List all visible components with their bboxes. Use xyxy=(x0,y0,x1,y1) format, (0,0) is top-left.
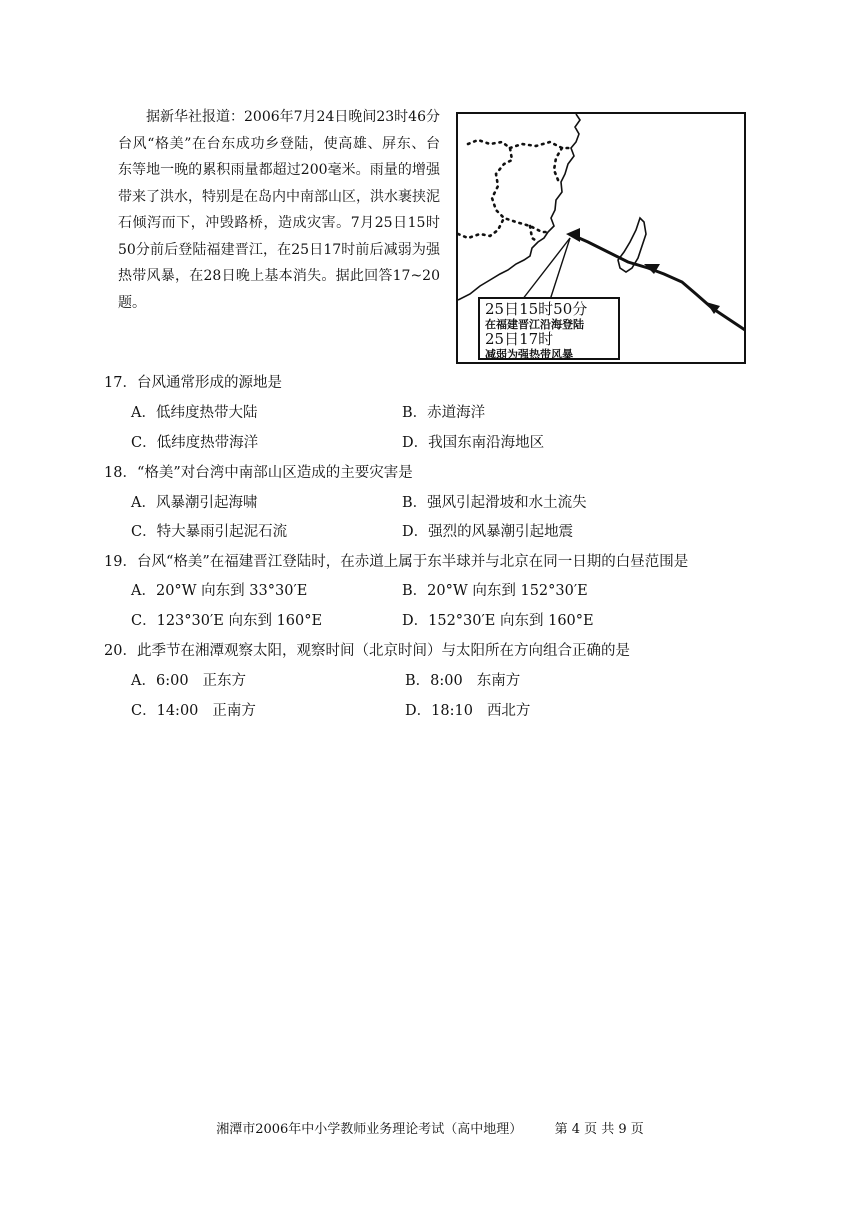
q18-option-d: D．强烈的风暴潮引起地震 xyxy=(402,524,574,540)
typhoon-track-map xyxy=(456,112,746,364)
q20-option-a xyxy=(131,671,246,691)
option-time: 14:00 xyxy=(156,703,199,719)
intro-text: 据新华社报道：2006年7月24日晚间23时46分台风“格美”在台东成功乡登陆，使高雄、屏东、台东等地一晚的累积雨量都超过200毫米。雨量的增强带来了洪水，特别是在岛内中南部山区，洪水裹挟泥石倾泻而下，冲毁路桥，造成灾害。7月25日15时50分前后登陆福建晋江，在25日17时前后减弱为强热带风暴，在28日晚上基本消失。据此回答17~20题。 xyxy=(118,109,440,311)
callout-landfall-time: 25日15时50分 xyxy=(485,300,588,318)
option-direction: 正南方 xyxy=(212,703,256,719)
question-19: 19．台风“格美”在福建晋江登陆时，在赤道上属于东半球并与北京在同一日期的白昼范围是 xyxy=(104,554,689,570)
q18-option-b: B．强风引起滑坡和水土流失 xyxy=(402,495,587,511)
question-18: 18．“格美”对台湾中南部山区造成的主要灾害是 xyxy=(104,465,413,481)
option-letter: B． xyxy=(405,673,431,689)
province-border xyxy=(554,148,562,182)
option-letter: D． xyxy=(405,703,432,719)
footer-exam-title: 湘潭市2006年中小学教师业务理论考试（高中地理） xyxy=(216,1122,523,1137)
q18-option-c: C．特大暴雨引起泥石流 xyxy=(131,524,288,540)
option-letter: A． xyxy=(131,673,156,689)
q17-option-b: B．赤道海洋 xyxy=(402,405,486,421)
option-direction: 正东方 xyxy=(202,673,247,689)
callout-weaken-desc: 减弱为强热带风暴 xyxy=(485,348,573,361)
q19-option-b: B．20°W 向东到 152°30′E xyxy=(402,583,588,599)
province-border xyxy=(468,140,548,232)
q17-option-d: D．我国东南沿海地区 xyxy=(402,435,545,451)
option-direction: 西北方 xyxy=(486,703,531,719)
province-border xyxy=(458,218,504,238)
callout-weaken-time: 25日17时 xyxy=(485,330,554,348)
q20-option-d xyxy=(405,701,530,721)
q18-option-a: A．风暴潮引起海啸 xyxy=(131,495,258,511)
option-time: 6:00 xyxy=(155,673,189,689)
q17-option-c: C．低纬度热带海洋 xyxy=(131,435,259,451)
intro-passage xyxy=(118,104,440,316)
option-time: 18:10 xyxy=(431,703,473,719)
landfall-callout xyxy=(478,297,620,360)
q19-option-d: D．152°30′E 向东到 160°E xyxy=(402,613,594,629)
callout-pointer xyxy=(550,238,570,300)
question-17: 17．台风通常形成的源地是 xyxy=(104,375,282,391)
option-direction: 东南方 xyxy=(476,673,521,689)
callout-pointer xyxy=(522,238,570,300)
callout-landfall-place: 在福建晋江沿海登陆 xyxy=(485,318,584,331)
q20-option-b xyxy=(405,671,520,691)
q17-option-a: A．低纬度热带大陆 xyxy=(131,405,258,421)
page-footer xyxy=(0,1118,860,1137)
q20-option-c xyxy=(131,701,256,721)
footer-page-number: 第 4 页 共 9 页 xyxy=(554,1122,644,1137)
option-letter: C． xyxy=(131,703,157,719)
option-time: 8:00 xyxy=(430,673,463,689)
q19-option-c: C．123°30′E 向东到 160°E xyxy=(131,613,323,629)
q19-option-a: A．20°W 向东到 33°30′E xyxy=(131,583,308,599)
question-20: 20．此季节在湘潭观察太阳，观察时间（北京时间）与太阳所在方向组合正确的是 xyxy=(104,643,630,659)
